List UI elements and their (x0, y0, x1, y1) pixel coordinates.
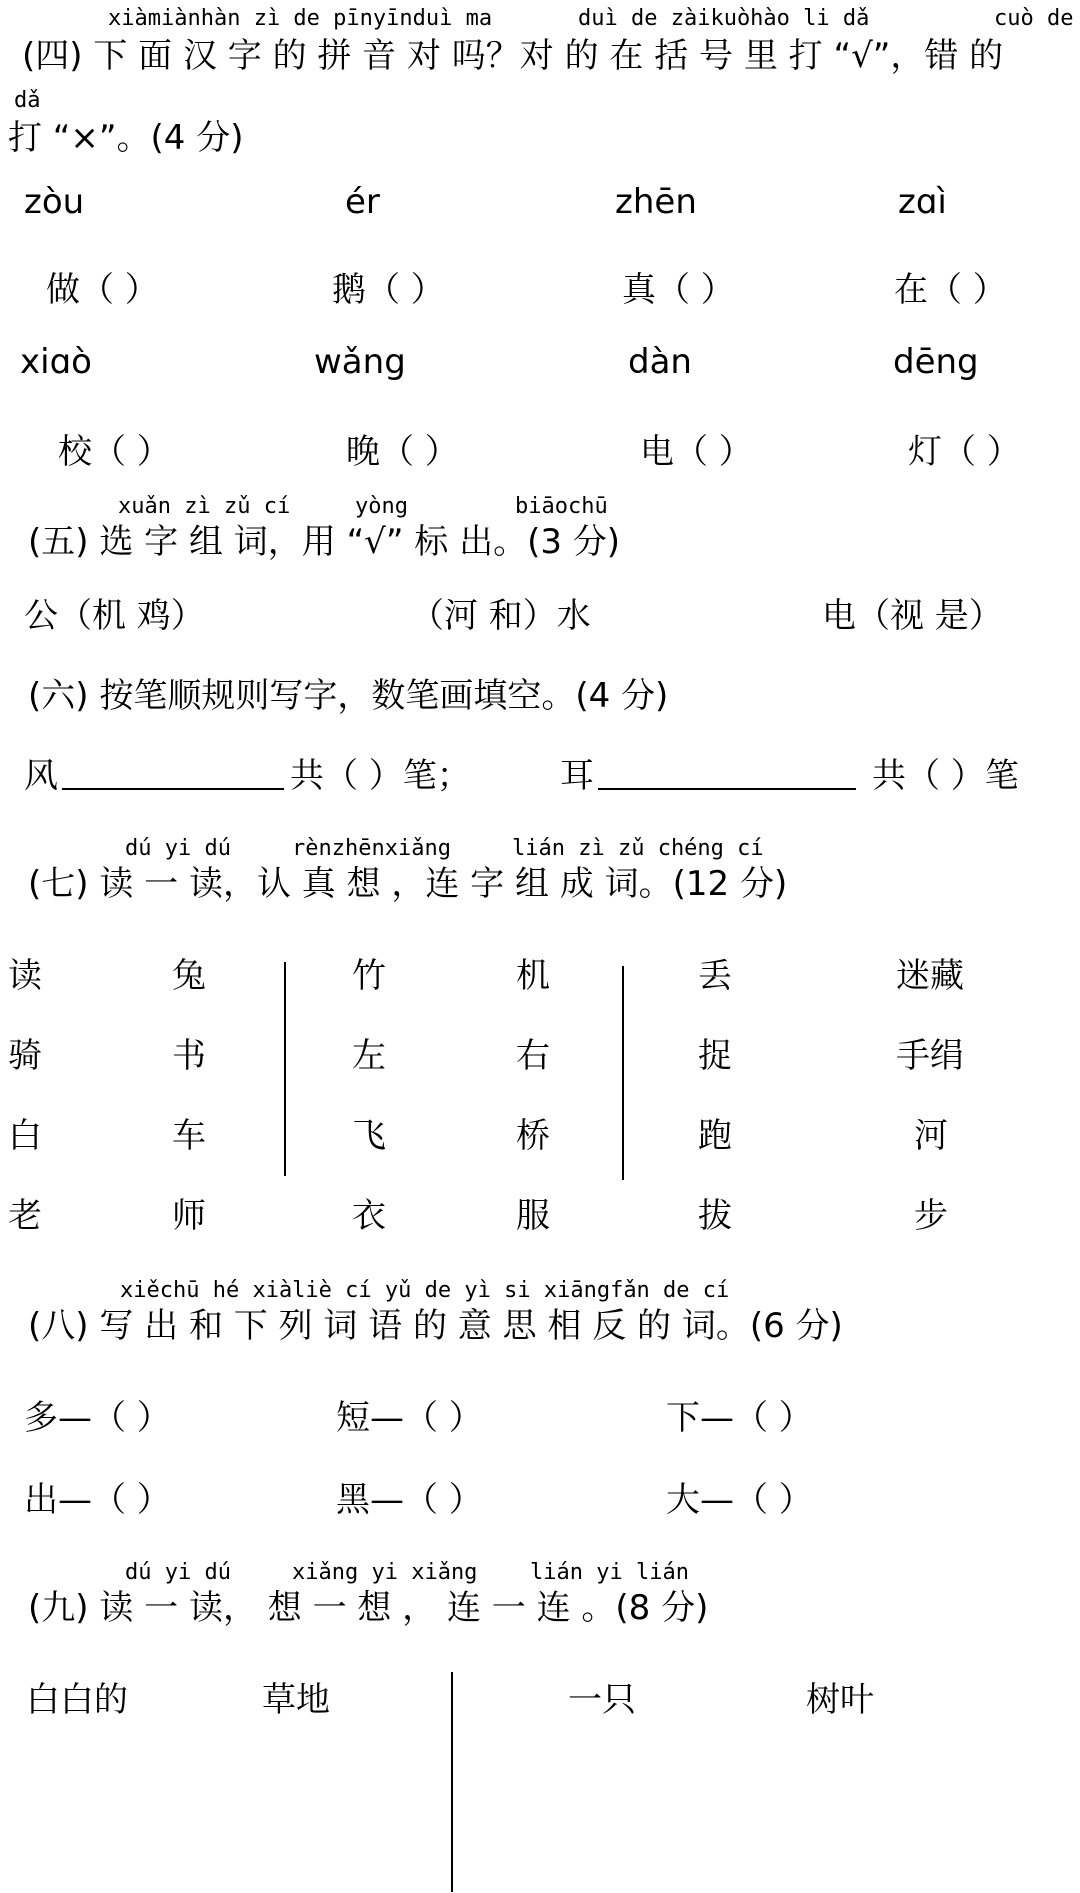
column-divider (451, 1672, 453, 1892)
antonym-field[interactable]: 大—（ ） (666, 1480, 813, 1520)
column-divider (622, 966, 624, 1180)
column-divider (284, 962, 286, 1176)
pinyin-annotation: lián zì zǔ chéng cí (512, 836, 764, 861)
match-char[interactable]: 飞 (352, 1116, 386, 1156)
match-char[interactable]: 右 (516, 1036, 550, 1076)
match-word[interactable]: 一只 (568, 1680, 636, 1720)
pinyin-annotation: dǎ (14, 88, 41, 113)
match-char[interactable]: 丢 (698, 956, 732, 996)
writing-line[interactable] (598, 788, 856, 790)
section-9-title: (九) 读 一 读， 想 一 想 ， 连 一 连 。(8 分) (28, 1588, 709, 1628)
writing-line[interactable] (62, 788, 284, 790)
match-word[interactable]: 树叶 (806, 1680, 874, 1720)
pinyin-annotation: xiàmiànhàn zì de pīnyīnduì ma (108, 6, 493, 31)
section-4-title-cont: 打 “×”。(4 分) (8, 118, 244, 158)
pinyin-annotation: dú yi dú (125, 1560, 231, 1585)
match-char[interactable]: 兔 (172, 956, 206, 996)
match-char[interactable]: 拔 (698, 1196, 732, 1236)
section-4-title: (四) 下 面 汉 字 的 拼 音 对 吗？对 的 在 括 号 里 打 “√”，错 的 (22, 36, 1004, 76)
match-char[interactable]: 机 (516, 956, 550, 996)
char-answer-item[interactable]: 晚（ ） (346, 432, 459, 472)
match-char[interactable]: 师 (172, 1196, 206, 1236)
antonym-field[interactable]: 短—（ ） (336, 1398, 483, 1438)
word-choice-item[interactable]: 公（机 鸡） (24, 596, 205, 636)
word-choice-item[interactable]: （河 和）水 (410, 596, 591, 636)
pinyin-item: wǎng (314, 342, 406, 382)
stroke-count-field[interactable]: 共（ ）笔； (290, 756, 471, 796)
pinyin-item: ér (345, 182, 380, 222)
pinyin-annotation: rènzhēnxiǎng (292, 836, 451, 861)
char-answer-item[interactable]: 真（ ） (622, 270, 735, 310)
section-5-title: (五) 选 字 组 词，用 “√” 标 出。(3 分) (28, 522, 621, 562)
pinyin-item: zòu (24, 182, 85, 222)
match-char[interactable]: 白 (8, 1116, 42, 1156)
match-word[interactable]: 步 (914, 1196, 948, 1236)
match-char[interactable]: 读 (8, 956, 42, 996)
match-char[interactable]: 跑 (698, 1116, 732, 1156)
match-word[interactable]: 草地 (262, 1680, 330, 1720)
antonym-field[interactable]: 黑—（ ） (336, 1480, 483, 1520)
pinyin-annotation: lián yi lián (530, 1560, 689, 1585)
match-char[interactable]: 车 (172, 1116, 206, 1156)
antonym-field[interactable]: 多—（ ） (24, 1398, 171, 1438)
match-char[interactable]: 衣 (352, 1196, 386, 1236)
stroke-char: 风 (24, 756, 58, 796)
match-word[interactable]: 白白的 (26, 1680, 128, 1720)
match-char[interactable]: 桥 (516, 1116, 550, 1156)
pinyin-item: xiɑò (20, 342, 92, 382)
char-answer-item[interactable]: 在（ ） (894, 270, 1007, 310)
section-8-title: (八) 写 出 和 下 列 词 语 的 意 思 相 反 的 词。(6 分) (28, 1306, 843, 1346)
pinyin-item: dàn (628, 342, 692, 382)
pinyin-annotation: biāochū (515, 494, 608, 519)
pinyin-item: dēng (893, 342, 979, 382)
match-word[interactable]: 迷藏 (896, 956, 964, 996)
match-char[interactable]: 老 (8, 1196, 42, 1236)
match-char[interactable]: 竹 (352, 956, 386, 996)
match-char[interactable]: 捉 (698, 1036, 732, 1076)
word-choice-item[interactable]: 电（视 是） (822, 596, 1003, 636)
pinyin-annotation: cuò de (994, 6, 1074, 31)
pinyin-annotation: xuǎn zì zǔ cí (118, 494, 291, 519)
match-word[interactable]: 手绢 (896, 1036, 964, 1076)
pinyin-item: zɑì (898, 182, 947, 222)
pinyin-annotation: xiěchū hé xiàliè cí yǔ de yì si xiāngfǎn de cí (120, 1278, 730, 1303)
section-7-title: (七) 读 一 读，认 真 想 ，连 字 组 成 词。(12 分) (28, 864, 788, 904)
char-answer-item[interactable]: 鹅（ ） (332, 270, 445, 310)
match-char[interactable]: 服 (516, 1196, 550, 1236)
char-answer-item[interactable]: 灯（ ） (908, 432, 1021, 472)
pinyin-annotation: dú yi dú (125, 836, 231, 861)
match-char[interactable]: 书 (172, 1036, 206, 1076)
char-answer-item[interactable]: 校（ ） (58, 432, 171, 472)
pinyin-annotation: duì de zàikuòhào li dǎ (578, 6, 870, 31)
stroke-char: 耳 (560, 756, 594, 796)
pinyin-item: zhēn (615, 182, 697, 222)
pinyin-annotation: xiǎng yi xiǎng (292, 1560, 478, 1585)
char-answer-item[interactable]: 做（ ） (46, 270, 159, 310)
pinyin-annotation: yòng (355, 494, 408, 519)
char-answer-item[interactable]: 电（ ） (640, 432, 753, 472)
match-word[interactable]: 河 (914, 1116, 948, 1156)
match-char[interactable]: 左 (352, 1036, 386, 1076)
stroke-count-field[interactable]: 共（ ）笔 (872, 756, 1019, 796)
antonym-field[interactable]: 下—（ ） (666, 1398, 813, 1438)
antonym-field[interactable]: 出—（ ） (24, 1480, 171, 1520)
match-char[interactable]: 骑 (8, 1036, 42, 1076)
section-6-title: (六) 按笔顺规则写字，数笔画填空。(4 分) (28, 676, 669, 716)
